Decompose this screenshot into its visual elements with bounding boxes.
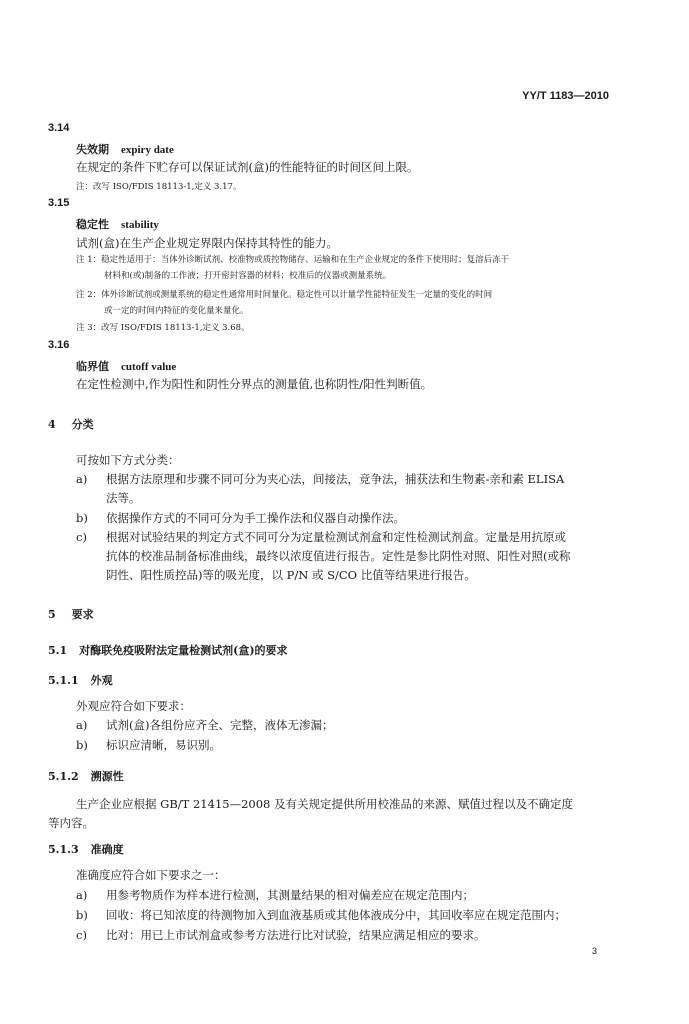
term-heading — [76, 358, 176, 374]
clause-number: 3.14 — [48, 122, 70, 134]
list-label: a) — [76, 718, 88, 732]
section-number: 5.1.1 — [48, 674, 79, 687]
list-label: b) — [76, 738, 88, 752]
term-cn: 失效期 — [76, 143, 109, 156]
section-number: 4 — [48, 418, 56, 431]
section-title: 准确度 — [90, 843, 124, 856]
term-en: stability — [121, 219, 159, 231]
paragraph: 生产企业应根据 GB/T 21415—2008 及有关规定提供所用校准品的来源、赋值过程以及不确定度 — [76, 797, 573, 811]
list-label: b) — [76, 511, 88, 525]
list-text: 根据方法原理和步骤不同可分为夹心法，间接法，竞争法，捕获法和生物素-亲和素 ELISA — [106, 472, 565, 486]
list-text: 用参考物质作为样本进行检测，其测量结果的相对偏差应在规定范围内； — [106, 888, 474, 902]
list-text: 标识应清晰，易识别。 — [106, 738, 221, 752]
list-text: 根据对试验结果的判定方式不同可分为定量检测试剂盒和定性检测试剂盒。定量是用抗原或 — [106, 530, 566, 544]
section-number: 5 — [48, 608, 56, 621]
term-heading — [76, 216, 159, 232]
section-title: 溯源性 — [90, 770, 124, 783]
paragraph: 外观应符合如下要求： — [76, 699, 191, 713]
list-item — [76, 510, 405, 526]
term-heading — [76, 141, 174, 157]
list-text: 比对：用已上市试剂盒或参考方法进行比对试验，结果应满足相应的要求。 — [106, 928, 486, 942]
standard-id-header: YY/T 1183—2010 — [522, 90, 609, 102]
section-title: 外观 — [90, 674, 113, 687]
list-text: 回收：将已知浓度的待测物加入到血液基质或其他体液成分中，其回收率应在规定范围内； — [106, 908, 566, 922]
paragraph: 等内容。 — [48, 816, 94, 830]
term-en: cutoff value — [121, 361, 177, 373]
paragraph: 可按如下方式分类： — [76, 453, 180, 467]
list-label: a) — [76, 888, 88, 902]
section-number: 5.1.2 — [48, 770, 79, 783]
list-text: 依据操作方式的不同可分为手工操作法和仪器自动操作法。 — [106, 511, 405, 525]
list-item — [76, 907, 566, 923]
clause-number: 3.15 — [48, 197, 70, 209]
definition-text: 试剂(盒)在生产企业规定界限内保持其特性的能力。 — [76, 236, 338, 250]
list-item — [76, 529, 566, 545]
definition-text: 在定性检测中,作为阳性和阴性分界点的测量值,也称阴性/阳性判断值。 — [76, 377, 433, 391]
list-label: a) — [76, 472, 88, 486]
section-heading — [48, 606, 94, 622]
page-number: 3 — [591, 946, 597, 956]
section-heading — [48, 672, 113, 688]
list-label: b) — [76, 908, 88, 922]
list-item — [76, 471, 564, 487]
section-heading — [48, 841, 124, 857]
list-text: 抗体的校准品制备标准曲线，最终以浓度值进行报告。定性是参比阴性对照、阳性对照(或称 — [106, 549, 571, 563]
note-text: 注 3：改写 ISO/FDIS 18113-1,定义 3.68。 — [76, 323, 250, 333]
list-item — [76, 737, 221, 753]
note-text: 或一定的时间内特征的变化量来量化。 — [104, 306, 249, 316]
list-text: 阴性、阳性质控品)等的吸光度，以 P/N 或 S/CO 比值等结果进行报告。 — [106, 568, 476, 582]
clause-number: 3.16 — [48, 339, 70, 351]
list-item — [76, 717, 333, 733]
term-en: expiry date — [121, 144, 174, 156]
section-heading — [48, 768, 124, 784]
definition-text: 在规定的条件下贮存可以保证试剂(盒)的性能特征的时间区间上限。 — [76, 160, 419, 174]
list-item — [76, 887, 474, 903]
list-label: c) — [76, 928, 87, 942]
section-title: 要求 — [71, 608, 94, 621]
list-label: c) — [76, 530, 87, 544]
paragraph: 准确度应符合如下要求之一： — [76, 868, 226, 882]
term-cn: 临界值 — [76, 360, 109, 373]
term-cn: 稳定性 — [76, 218, 109, 231]
note-text: 注 1：稳定性适用于：当体外诊断试剂、校准物或质控物储存、运输和在生产企业规定的条件下使用时；复溶后冻干 — [76, 255, 510, 265]
list-text: 试剂(盒)各组份应齐全、完整，液体无渗漏； — [106, 718, 334, 732]
note-text: 注 2：体外诊断试剂或测量系统的稳定性通常用时间量化。稳定性可以计量学性能特征发生一定量的变化的时间 — [76, 290, 493, 300]
section-title: 分类 — [71, 418, 94, 431]
note-text: 注：改写 ISO/FDIS 18113-1,定义 3.17。 — [76, 182, 242, 192]
note-text: 材料和(或)制备的工作液；打开密封容器的材料；校准后的仪器或测量系统。 — [104, 271, 392, 281]
section-heading — [48, 416, 94, 432]
section-number: 5.1.3 — [48, 843, 79, 856]
list-text: 法等。 — [106, 491, 141, 505]
section-number: 5.1 — [48, 644, 68, 657]
list-item — [76, 927, 486, 943]
section-title: 对酶联免疫吸附法定量检测试剂(盒)的要求 — [79, 644, 288, 657]
section-heading — [48, 642, 288, 658]
